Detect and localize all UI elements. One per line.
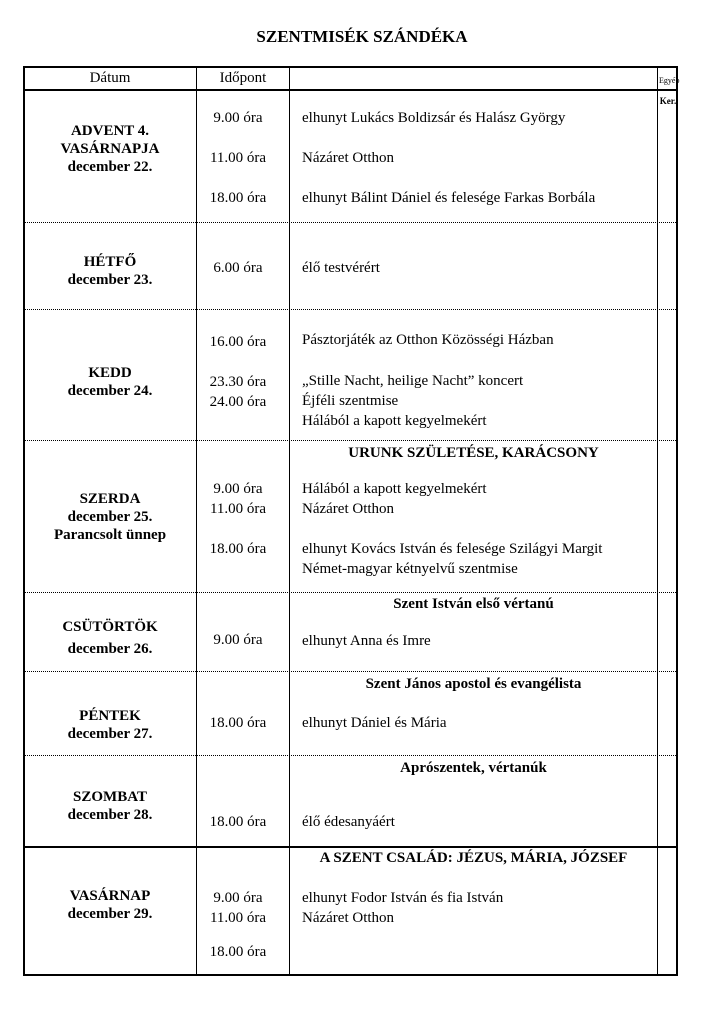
row-separator — [23, 222, 678, 223]
feast-title: URUNK SZÜLETÉSE, KARÁCSONY — [348, 445, 599, 461]
mass-intention: Názáret Otthon — [302, 910, 395, 926]
mass-intention: elhunyt Fodor István és fia István — [302, 890, 504, 906]
mass-time: 16.00 óra — [209, 334, 267, 350]
day-date: december 23. — [67, 272, 153, 288]
mass-time: 9.00 óra — [213, 481, 263, 497]
mass-intention: elhunyt Bálint Dániel és felesége Farkas Borbála — [302, 190, 596, 206]
day-label — [25, 788, 195, 824]
mass-time: 18.00 óra — [209, 814, 267, 830]
day-name: KEDD — [88, 365, 132, 381]
day-date: december 29. — [67, 906, 153, 922]
row-separator — [23, 846, 678, 848]
day-label — [25, 253, 195, 289]
day-name: HÉTFŐ — [83, 254, 137, 270]
mass-time: 9.00 óra — [213, 632, 263, 648]
day-name: ADVENT 4. — [70, 123, 150, 139]
row-separator — [23, 592, 678, 593]
feast-title: Aprószentek, vértanúk — [400, 760, 547, 776]
mass-time: 18.00 óra — [209, 190, 267, 206]
day-name: PÉNTEK — [79, 708, 141, 724]
feast-title: Szent István első vértanú — [393, 596, 554, 612]
mass-time: 11.00 óra — [209, 910, 267, 926]
mass-time: 18.00 óra — [209, 541, 267, 557]
mass-intention: élő testvérért — [302, 260, 380, 276]
mass-intention: Hálából a kapott kegyelmekért — [302, 481, 487, 497]
day-date: december 24. — [67, 383, 153, 399]
page-title: SZENTMISÉK SZÁNDÉKA — [256, 27, 468, 46]
row-separator — [23, 440, 678, 441]
header-other: Egyéb — [659, 76, 680, 85]
day-date: december 22. — [67, 159, 153, 175]
day-date: december 25. — [67, 509, 153, 525]
day-label — [25, 616, 195, 660]
row-separator — [23, 755, 678, 756]
mass-time: 11.00 óra — [209, 501, 267, 517]
mass-time: 6.00 óra — [213, 260, 263, 276]
day-date: december 28. — [67, 807, 153, 823]
mass-intention: „Stille Nacht, heilige Nacht” koncert — [302, 373, 524, 389]
header-other-sub: Ker. — [659, 96, 677, 106]
row-separator — [23, 671, 678, 672]
mass-intention: Pásztorjáték az Otthon Közösségi Házban — [302, 332, 554, 348]
mass-intention: elhunyt Lukács Boldizsár és Halász György — [302, 110, 566, 126]
day-note: Parancsolt ünnep — [53, 527, 167, 543]
day-name: VASÁRNAP — [69, 888, 151, 904]
mass-time: 9.00 óra — [213, 890, 263, 906]
mass-intention: elhunyt Kovács István és felesége Szilágyi Margit — [302, 541, 603, 557]
mass-intention: élő édesanyáért — [302, 814, 395, 830]
day-name: SZOMBAT — [73, 789, 147, 805]
mass-intention: elhunyt Dániel és Mária — [302, 715, 447, 731]
mass-time: 9.00 óra — [213, 110, 263, 126]
header-separator — [23, 89, 678, 91]
day-label — [25, 490, 195, 544]
mass-intention: Názáret Otthon — [302, 501, 395, 517]
header-time: Időpont — [219, 70, 267, 86]
mass-intention: Éjféli szentmise — [302, 393, 399, 409]
mass-intention: elhunyt Anna és Imre — [302, 633, 431, 649]
day-label — [25, 707, 195, 743]
day-date: december 26. — [67, 641, 153, 657]
mass-time: 23.30 óra — [209, 374, 267, 390]
day-date: december 27. — [67, 726, 153, 742]
day-label — [25, 887, 195, 923]
mass-time: 18.00 óra — [209, 944, 267, 960]
mass-intention: Német-magyar kétnyelvű szentmise — [302, 561, 518, 577]
feast-title: Szent János apostol és evangélista — [365, 676, 582, 692]
mass-time: 18.00 óra — [209, 715, 267, 731]
mass-intention: Hálából a kapott kegyelmekért — [302, 413, 487, 429]
mass-time: 24.00 óra — [209, 394, 267, 410]
feast-title: A SZENT CSALÁD: JÉZUS, MÁRIA, JÓZSEF — [319, 850, 628, 866]
day-name: VASÁRNAPJA — [60, 141, 160, 157]
day-label — [25, 364, 195, 400]
mass-intention: Názáret Otthon — [302, 150, 395, 166]
column-divider — [289, 66, 290, 976]
row-separator — [23, 309, 678, 310]
day-name: CSÜTÖRTÖK — [62, 619, 158, 635]
day-label — [25, 122, 195, 176]
day-name: SZERDA — [79, 491, 141, 507]
mass-time: 11.00 óra — [209, 150, 267, 166]
column-divider — [657, 66, 658, 976]
header-date: Dátum — [89, 70, 131, 86]
